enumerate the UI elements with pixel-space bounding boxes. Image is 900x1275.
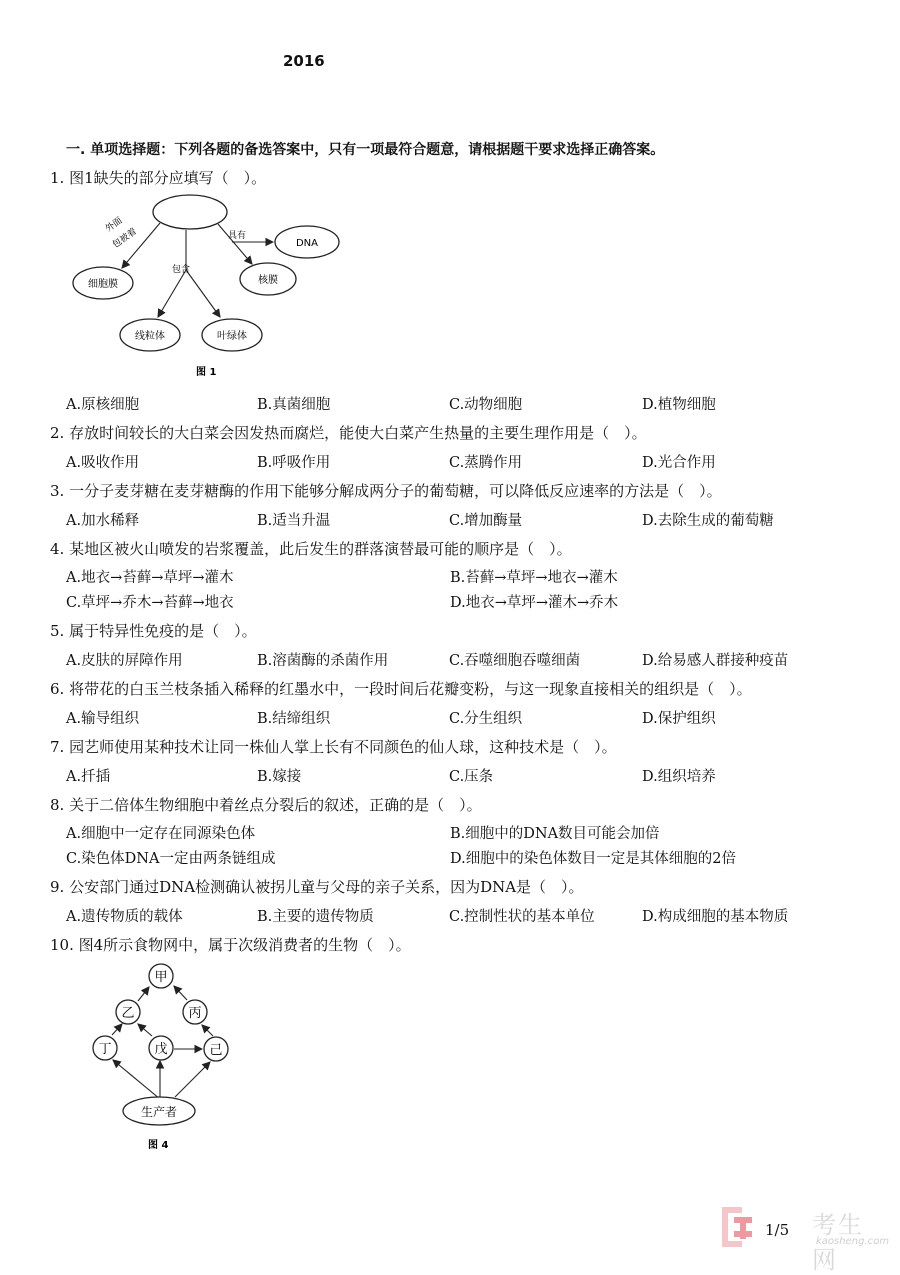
brand-url: kaosheng.com: [816, 1236, 889, 1247]
q5-option-a[interactable]: A.皮肤的屏障作用: [66, 653, 183, 669]
q7-option-d[interactable]: D.组织培养: [642, 769, 716, 785]
question-5-stem: 5. 属于特异性免疫的是（ ）。: [50, 622, 257, 640]
question-6-stem: 6. 将带花的白玉兰枝条插入稀释的红墨水中，一段时间后花瓣变粉，与这一现象直接相关的组织是（ ）。: [50, 680, 752, 698]
q8-option-d[interactable]: D.细胞中的染色体数目一定是其体细胞的2倍: [450, 851, 736, 867]
edge-to-chloro: [186, 270, 220, 317]
question-7-stem: 7. 园艺师使用某种技术让同一株仙人掌上长有不同颜色的仙人球，这种技术是（ ）。: [50, 738, 617, 756]
node-wu-label: 戊: [154, 1042, 168, 1057]
edge-producer-ding: [113, 1060, 160, 1099]
brand-logo: [720, 1203, 889, 1274]
node-producer-label: 生产者: [140, 1105, 178, 1119]
label-has: 具有: [228, 231, 247, 241]
q8-option-c[interactable]: C.染色体DNA一定由两条链组成: [66, 851, 276, 867]
q2-option-d[interactable]: D.光合作用: [642, 455, 716, 471]
section-title: 一. 单项选择题：下列各题的备选答案中，只有一项最符合题意，请根据题干要求选择正确答案。: [66, 142, 665, 158]
node-yi-label: 乙: [121, 1006, 135, 1021]
q3-option-d[interactable]: D.去除生成的葡萄糖: [642, 513, 774, 529]
edge-ding-yi: [112, 1024, 122, 1035]
q1-option-c[interactable]: C.动物细胞: [449, 397, 523, 413]
q1-option-b[interactable]: B.真菌细胞: [257, 397, 331, 413]
node-membrane-label: 细胞膜: [88, 279, 118, 290]
figure-4-food-web: [85, 958, 255, 1158]
q4-option-b[interactable]: B.苔藓→草坪→地衣→灌木: [450, 570, 618, 586]
label-include: 包含: [172, 265, 191, 275]
missing-node: [153, 195, 227, 229]
edge-ji-bing: [202, 1025, 213, 1036]
page-number: 1/5: [765, 1221, 790, 1239]
exam-year: 2016: [283, 52, 325, 70]
q4-option-a[interactable]: A.地衣→苔藓→草坪→灌木: [66, 570, 234, 586]
question-2-stem: 2. 存放时间较长的大白菜会因发热而腐烂，能使大白菜产生热量的主要生理作用是（ ）。: [50, 424, 647, 442]
question-1-stem: 1. 图1缺失的部分应填写（ ）。: [50, 169, 267, 187]
label-wrap: 包被着: [110, 226, 139, 251]
q1-option-d[interactable]: D.植物细胞: [642, 397, 716, 413]
edge-wu-yi: [138, 1024, 152, 1036]
q2-option-b[interactable]: B.呼吸作用: [257, 455, 331, 471]
node-nucleus-label: 核膜: [258, 275, 278, 286]
question-9-stem: 9. 公安部门通过DNA检测确认被拐儿童与父母的亲子关系，因为DNA是（ ）。: [50, 878, 584, 896]
figure-4-caption: 图 4: [148, 1140, 169, 1151]
q7-option-a[interactable]: A.扦插: [66, 769, 111, 785]
q9-option-d[interactable]: D.构成细胞的基本物质: [642, 909, 789, 925]
q7-option-b[interactable]: B.嫁接: [257, 769, 302, 785]
figure-1-diagram: [60, 190, 350, 380]
q3-option-b[interactable]: B.适当升温: [257, 513, 331, 529]
edge-to-mito: [158, 270, 186, 317]
q8-option-b[interactable]: B.细胞中的DNA数目可能会加倍: [450, 826, 660, 842]
edge-to-nucleus: [218, 224, 252, 264]
q6-option-d[interactable]: D.保护组织: [642, 711, 716, 727]
node-bing-label: 丙: [188, 1006, 202, 1021]
q5-option-c[interactable]: C.吞噬细胞吞噬细菌: [449, 653, 581, 669]
label-outer: 外面: [103, 215, 125, 235]
question-10-stem: 10. 图4所示食物网中，属于次级消费者的生物（ ）。: [50, 936, 411, 954]
edge-yi-jia: [138, 987, 149, 1001]
q3-option-c[interactable]: C.增加酶量: [449, 513, 523, 529]
q6-option-c[interactable]: C.分生组织: [449, 711, 523, 727]
q5-option-d[interactable]: D.给易感人群接种疫苗: [642, 653, 789, 669]
question-8-stem: 8. 关于二倍体生物细胞中着丝点分裂后的叙述，正确的是（ ）。: [50, 796, 482, 814]
q9-option-c[interactable]: C.控制性状的基本单位: [449, 909, 595, 925]
q2-option-c[interactable]: C.蒸腾作用: [449, 455, 523, 471]
q8-option-a[interactable]: A.细胞中一定存在同源染色体: [66, 826, 256, 842]
node-dna-label: DNA: [295, 238, 319, 249]
edge-bing-jia: [174, 986, 187, 1000]
node-jia-label: 甲: [154, 970, 168, 985]
q1-option-a[interactable]: A.原核细胞: [66, 397, 140, 413]
q6-option-a[interactable]: A.输导组织: [66, 711, 140, 727]
q2-option-a[interactable]: A.吸收作用: [66, 455, 140, 471]
node-ji-label: 己: [209, 1043, 223, 1058]
brand-logo-icon: [720, 1203, 760, 1251]
q9-option-a[interactable]: A.遗传物质的载体: [66, 909, 183, 925]
node-ding-label: 丁: [98, 1042, 112, 1057]
q6-option-b[interactable]: B.结缔组织: [257, 711, 331, 727]
node-mito-label: 线粒体: [135, 331, 165, 342]
q5-option-b[interactable]: B.溶菌酶的杀菌作用: [257, 653, 389, 669]
q3-option-a[interactable]: A.加水稀释: [66, 513, 140, 529]
q4-option-d[interactable]: D.地衣→草坪→灌木→乔木: [450, 595, 619, 611]
q9-option-b[interactable]: B.主要的遗传物质: [257, 909, 374, 925]
question-3-stem: 3. 一分子麦芽糖在麦芽糖酶的作用下能够分解成两分子的葡萄糖，可以降低反应速率的方法是（ ）。: [50, 482, 722, 500]
node-chloro-label: 叶绿体: [217, 331, 247, 342]
q7-option-c[interactable]: C.压条: [449, 769, 494, 785]
question-4-stem: 4. 某地区被火山喷发的岩浆覆盖，此后发生的群落演替最可能的顺序是（ ）。: [50, 540, 572, 558]
brand-name: 考生网: [812, 1211, 864, 1274]
figure-1-caption: 图 1: [196, 367, 217, 378]
q4-option-c[interactable]: C.草坪→乔木→苔藓→地衣: [66, 595, 234, 611]
edge-producer-ji: [175, 1062, 210, 1097]
